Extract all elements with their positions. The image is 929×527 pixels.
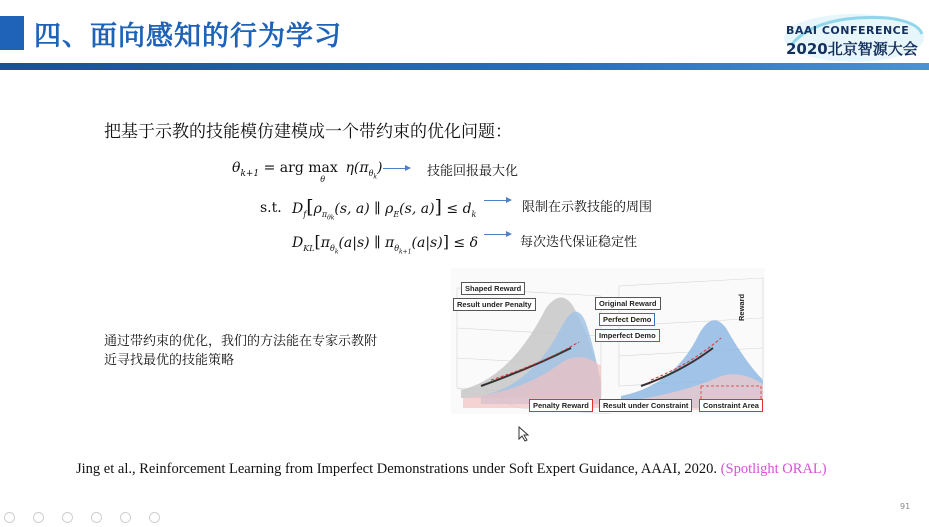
equation-divergence: $D_f[\rho_{\pi_{\theta k}}(s$, a) ∥ $\rho_E(s$, $a)] \le d_k$ [292,196,477,222]
note-objective: 技能回报最大化 [427,164,519,179]
arrow-icon [484,234,510,235]
baai-conference-logo [778,10,928,64]
label-result-constraint: Result under Constraint [599,399,692,412]
note-divergence: 限制在示教技能的周围 [522,200,653,215]
zoom-icon[interactable] [120,512,131,523]
label-perfect-demo: Perfect Demo [599,313,655,326]
citation-highlight: (Spotlight ORAL) [720,461,827,477]
logo-line2: 2020北京智源大会 [786,40,918,58]
citation [76,461,827,478]
logo-line1: BAAI CONFERENCE [786,24,910,37]
more-icon[interactable] [149,512,160,523]
note-kl: 每次迭代保证稳定性 [520,235,638,250]
summary-text [104,332,377,370]
slides-icon[interactable] [91,512,102,523]
equation-objective: $\theta_{k+1}$ = arg max $_\theta$ $\eta(\pi_{\theta_k})$ [232,160,383,184]
citation-text: Jing et al., Reinforcement Learning from Imperfect Demonstrations under Soft Expert Guidance, AAAI, 2020. [76,461,718,477]
constraint-prefix: s.t. [260,200,282,216]
slide-title: 四、面向感知的行为学习 [34,21,342,52]
mouse-cursor-icon [518,426,530,446]
label-original-reward: Original Reward [595,297,661,310]
title-accent-bar [0,16,24,50]
page-number: 91 [900,502,911,511]
heading-text: 把基于示教的技能模仿建模成一个带约束的优化问题： [104,122,512,142]
reward-landscape-figure [451,268,765,414]
arrow-icon [484,200,510,201]
pen-icon[interactable] [62,512,73,523]
label-shaped-reward: Shaped Reward [461,282,525,295]
summary-line2: 近寻找最优的技能策略 [104,353,235,368]
next-slide-icon[interactable] [33,512,44,523]
label-reward-axis: Reward [737,293,746,321]
label-imperfect-demo: Imperfect Demo [595,329,660,342]
label-penalty-reward: Penalty Reward [529,399,593,412]
presentation-toolbar [4,508,173,527]
arrow-icon [383,168,409,169]
label-constraint-area: Constraint Area [699,399,763,412]
prev-slide-icon[interactable] [4,512,15,523]
header-divider [0,63,929,70]
equation-kl: $D_{KL}[\pi_{\theta_k}(a|s)$ ∥ $\pi_{\theta_{k+1}}(a|s)] \le \delta$ [292,232,478,256]
summary-line1: 通过带约束的优化，我们的方法能在专家示教附 [104,334,378,349]
label-result-penalty: Result under Penalty [453,298,536,311]
